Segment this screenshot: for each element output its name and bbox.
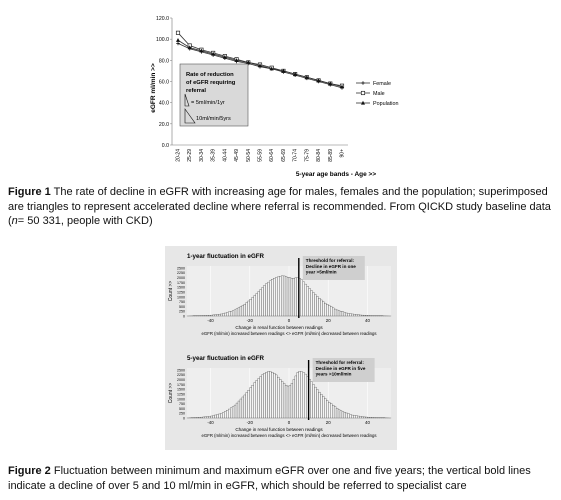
fig1-inset-line1: = 5ml/min/1yr (191, 100, 225, 106)
figure-1-caption-tail: = 50 331, people with CKD) (17, 215, 153, 227)
histogram-bar (340, 311, 342, 316)
fig1-ytick-label: 120.0 (156, 16, 169, 22)
histogram-bar (271, 279, 273, 316)
histogram-xtick-label: -20 (246, 318, 253, 323)
histogram-bar (254, 296, 256, 316)
histogram-bar (315, 295, 317, 316)
histogram-bar (324, 398, 326, 418)
histogram-bar (271, 372, 273, 418)
histogram-bar (277, 277, 279, 316)
histogram-annotation-line: years >10ml/min (315, 371, 352, 377)
histogram-xtick-label: 0 (287, 420, 291, 425)
histogram-bar (228, 312, 230, 316)
histogram-bar (252, 385, 254, 418)
histogram-bar (265, 372, 267, 418)
histogram-bar (236, 309, 238, 316)
fig1-legend-label: Female (373, 81, 391, 87)
histogram-bar (197, 417, 199, 418)
histogram-bar (228, 409, 230, 418)
histogram-bar (322, 396, 324, 418)
histogram-xlabel-line1: Change in renal function between readings (235, 325, 323, 330)
histogram-bar (199, 417, 201, 418)
histogram-ytick-label: 1000 (177, 397, 185, 402)
histogram-bar (291, 383, 293, 418)
histogram-bar (332, 405, 334, 418)
histogram-annotation-line: Threshold for referral: (315, 360, 364, 365)
fig1-ytick-label: 20.0 (158, 121, 169, 128)
histogram-bar (260, 377, 262, 418)
histogram-bar (240, 399, 242, 418)
histogram-xlabel-line1: Change in renal function between readings (235, 427, 323, 432)
fig1-inset-box (180, 64, 248, 126)
fig1-ytick-label: 40.0 (158, 100, 169, 107)
histogram-bar (267, 282, 269, 316)
histogram-bar (258, 292, 260, 316)
histogram-ylabel: Count >> (168, 382, 174, 404)
histogram-bar (328, 306, 330, 316)
histogram-bar (324, 303, 326, 316)
histogram-ytick-label: 1500 (177, 387, 185, 392)
histogram-ytick-label: 1250 (177, 290, 185, 295)
histogram-bar (320, 394, 322, 418)
histogram-ytick-label: 2250 (177, 271, 185, 276)
histogram-bar (352, 314, 354, 316)
histogram-bar (285, 277, 287, 316)
figure-2-caption-label: Figure 2 (8, 465, 51, 477)
histogram-xtick-label: -40 (207, 318, 214, 323)
histogram-bar (222, 413, 224, 418)
histogram-bar (336, 310, 338, 316)
fig1-xtick-label: 40-44 (222, 149, 229, 162)
histogram-annotation-line: year >5ml/min (305, 269, 337, 275)
histogram-bar (244, 395, 246, 418)
histogram-bar (342, 312, 344, 316)
histogram-bar (224, 411, 226, 418)
histogram-ylabel: Count >> (168, 280, 174, 302)
histogram-bar (318, 298, 320, 316)
fig1-xlabel: 5-year age bands - Age >> (295, 171, 377, 178)
histogram-ytick-label: 1250 (177, 392, 185, 397)
fig1-xtick-label: 90+ (339, 149, 346, 158)
histogram-ytick-label: 1750 (177, 382, 185, 387)
histogram-bar (326, 304, 328, 316)
histogram-xlabel-line2: eGFR (ml/min) increased between readings <> eGFR (ml/min) decreased between readings (201, 331, 377, 336)
figure-2-caption (8, 464, 553, 493)
figure-1-caption-text: The rate of decline in eGFR with increasing age for males, females and the population; superimposed are triangles to represent accelerated decline where referral is recommended. From QICKD study baseline data ( (8, 186, 551, 227)
histogram-bar (354, 415, 356, 418)
fig1-inset-title: Rate of reduction of eGFR requiring referral (186, 72, 236, 94)
histogram-bar (242, 305, 244, 316)
histogram-bar (352, 415, 354, 418)
histogram-bar (242, 397, 244, 418)
histogram-xtick-label: 20 (325, 318, 331, 323)
histogram-bar (214, 315, 216, 316)
histogram-bar (330, 307, 332, 316)
histogram-bar (358, 315, 360, 316)
fig1-ytick-label: 60.0 (158, 79, 169, 86)
fig1-xtick-label: 20-24 (175, 149, 182, 162)
histogram-bar (279, 276, 281, 316)
histogram-bar (295, 376, 297, 418)
histogram-ytick-label: 1000 (177, 295, 185, 300)
figure-1-caption-label: Figure 1 (8, 186, 51, 198)
histogram-annotation-line: Threshold for referral: (305, 258, 355, 263)
histogram-ytick-label: 750 (179, 300, 185, 305)
histogram-bar (246, 393, 248, 418)
histogram-xtick-label: 20 (325, 420, 331, 425)
histogram-bar (256, 294, 258, 316)
histogram-bar (230, 311, 232, 316)
fig1-ytick-label: 100.0 (156, 37, 169, 44)
histogram-bar (238, 401, 240, 418)
histogram-bar (234, 405, 236, 418)
histogram-bar (307, 286, 309, 316)
histogram-bar (360, 416, 362, 418)
histogram-bar (281, 381, 283, 418)
histogram-bar (211, 315, 213, 316)
histogram-bar (348, 414, 350, 418)
histogram-bar (289, 386, 291, 418)
histogram-bar (326, 401, 328, 418)
histogram-bar (216, 314, 218, 316)
fig1-xtick-label: 80-84 (316, 149, 323, 162)
fig1-xtick-label: 65-69 (280, 149, 287, 162)
histogram-bar (250, 299, 252, 316)
histogram-xlabel-line2: eGFR (ml/min) increased between readings <> eGFR (ml/min) decreased between readings (201, 433, 377, 438)
histogram-title: 5-year fluctuation in eGFR (187, 355, 265, 362)
histogram-bar (218, 314, 220, 316)
histogram-bar (367, 417, 369, 418)
fig1-xtick-label: 50-54 (245, 149, 252, 162)
histogram-bar (234, 310, 236, 316)
fig1-ylabel: eGFR ml/min >> (150, 63, 157, 113)
fig1-xtick-label: 55-59 (257, 149, 264, 162)
histogram-bar (322, 302, 324, 316)
histogram-bar (205, 315, 207, 316)
figure-2-caption-text: Fluctuation between minimum and maximum eGFR over one and five years; the vertical bold lines indicate a decline of over 5 and 10 ml/min in eGFR, which should be referred to specialist care (8, 465, 531, 492)
histogram-bar (346, 313, 348, 316)
histogram-bar (267, 371, 269, 418)
histogram-bar (283, 276, 285, 316)
histogram-bar (334, 309, 336, 316)
histogram-bar (264, 285, 266, 316)
histogram-bar (336, 408, 338, 418)
histogram-bar (299, 371, 301, 418)
histogram-bar (301, 280, 303, 316)
histogram-ytick-label: 1750 (177, 280, 185, 285)
histogram-xtick-label: 0 (287, 318, 291, 323)
histogram-bar (293, 380, 295, 418)
histogram-bar (334, 407, 336, 418)
histogram-ytick-label: 2500 (177, 266, 185, 271)
histogram-bar (220, 413, 222, 418)
fig1-ytick-label: 0.0 (161, 143, 169, 149)
histogram-ytick-label: 0 (183, 416, 185, 421)
histogram-annotation-line: Decline in eGFR in one (305, 263, 356, 269)
histogram-bar (250, 388, 252, 418)
histogram-bar (311, 291, 313, 316)
histogram-bar (256, 381, 258, 419)
histogram-xtick-label: -40 (207, 420, 214, 425)
histogram-bar (238, 308, 240, 316)
histogram-bar (264, 373, 266, 418)
histogram-bar (309, 288, 311, 316)
fig1-xtick-label: 75-79 (304, 149, 311, 162)
histogram-bar (285, 385, 287, 418)
histogram-xtick-label: 40 (365, 318, 370, 323)
histogram-bar (328, 402, 330, 418)
histogram-xtick-label: -20 (246, 420, 253, 425)
histogram-bar (283, 383, 285, 418)
histogram-bar (362, 315, 364, 316)
histogram-bar (287, 386, 289, 418)
histogram-ytick-label: 1500 (177, 285, 185, 290)
histogram-bar (330, 404, 332, 418)
histogram-bar (236, 403, 238, 418)
histogram-annotation-line: Decline in eGFR in five (315, 365, 366, 371)
histogram-bar (232, 407, 234, 418)
histogram-ytick-label: 2500 (177, 368, 185, 373)
histogram-bar (216, 414, 218, 418)
histogram-ytick-label: 500 (179, 304, 185, 309)
histogram-bar (246, 303, 248, 316)
histogram-bar (356, 315, 358, 316)
histogram-bar (248, 390, 250, 418)
fig1-xtick-label: 25-29 (187, 149, 194, 162)
fig1-xtick-label: 85-89 (327, 149, 334, 162)
figure-1-line-chart (148, 8, 408, 180)
histogram-bar (287, 277, 289, 316)
histogram-bar (305, 374, 307, 418)
histogram-bar (364, 417, 366, 418)
histogram-bar (277, 377, 279, 418)
fig1-legend-label: Population (373, 101, 399, 107)
histogram-bar (366, 417, 368, 418)
histogram-bar (346, 413, 348, 418)
fig1-xtick-label: 30-34 (198, 149, 205, 162)
histogram-bar (371, 417, 373, 418)
histogram-bar (211, 416, 213, 418)
histogram-bar (356, 416, 358, 418)
histogram-title: 1-year fluctuation in eGFR (187, 253, 265, 260)
histogram-bar (350, 415, 352, 418)
histogram-bar (218, 414, 220, 418)
histogram-bar (275, 278, 277, 316)
histogram-bar (232, 311, 234, 316)
histogram-bar (273, 278, 275, 316)
histogram-bar (338, 410, 340, 418)
histogram-bar (262, 375, 264, 418)
histogram-ytick-label: 2000 (177, 276, 185, 281)
histogram-bar (224, 313, 226, 316)
histogram-ytick-label: 2000 (177, 378, 185, 383)
histogram-bar (220, 314, 222, 316)
figure-1-caption-n: n (11, 215, 18, 227)
histogram-bar (262, 288, 264, 316)
histogram-bar (213, 416, 215, 419)
histogram-bar (203, 417, 205, 418)
fig1-xtick-label: 35-39 (210, 149, 217, 162)
fig1-xtick-label: 45-49 (234, 149, 241, 162)
histogram-bar (303, 372, 305, 418)
histogram-bar (226, 410, 228, 418)
histogram-ytick-label: 2250 (177, 373, 185, 378)
histogram-bar (252, 297, 254, 316)
histogram-bar (367, 315, 369, 316)
histogram-bar (366, 315, 368, 316)
fig1-ytick-label: 80.0 (158, 58, 169, 65)
histogram-bar (316, 296, 318, 316)
histogram-bar (320, 300, 322, 316)
histogram-bar (222, 314, 224, 316)
histogram-bar (226, 312, 228, 316)
histogram-bar (350, 314, 352, 316)
histogram-bar (265, 284, 267, 316)
histogram-bar (332, 308, 334, 316)
fig1-legend-marker (361, 91, 364, 94)
histogram-bar (318, 392, 320, 418)
histogram-bar (313, 293, 315, 316)
histogram-ytick-label: 500 (179, 406, 185, 411)
histogram-bar (344, 412, 346, 418)
histogram-bar (358, 416, 360, 418)
histogram-bar (269, 281, 271, 316)
histogram-bar (248, 301, 250, 316)
histogram-bar (201, 417, 203, 418)
histogram-bar (297, 373, 299, 418)
histogram-ytick-label: 250 (179, 411, 185, 416)
histogram-bar (354, 314, 356, 316)
histogram-bar (348, 313, 350, 316)
histogram-bar (273, 373, 275, 418)
histogram-bar (275, 375, 277, 418)
fig1-xtick-label: 70-74 (292, 149, 299, 162)
histogram-bar (254, 383, 256, 418)
histogram-xtick-label: 40 (365, 420, 370, 425)
fig1-xtick-label: 60-64 (269, 149, 276, 162)
histogram-bar (209, 416, 211, 418)
histogram-bar (279, 379, 281, 418)
histogram-bar (301, 372, 303, 418)
histogram-bar (205, 417, 207, 418)
histogram-bar (230, 408, 232, 418)
histogram-bar (362, 417, 364, 418)
figure-2-histograms (165, 246, 397, 450)
histogram-bar (293, 278, 295, 316)
histogram-bar (360, 315, 362, 316)
histogram-bar (340, 411, 342, 418)
fig1-legend-label: Male (373, 91, 385, 97)
histogram-bar (240, 306, 242, 316)
histogram-bar (311, 382, 313, 418)
histogram-ytick-label: 0 (183, 314, 185, 319)
histogram-bar (315, 387, 317, 418)
fig1-point-male (176, 31, 179, 34)
histogram-bar (258, 379, 260, 418)
histogram-bar (369, 417, 371, 418)
histogram-bar (291, 278, 293, 316)
histogram-bar (338, 311, 340, 316)
histogram-bar (364, 315, 366, 316)
figure-1-caption (8, 185, 553, 229)
histogram-bar (281, 276, 283, 316)
histogram-bar (207, 315, 209, 316)
histogram-bar (344, 312, 346, 316)
histogram-bar (342, 411, 344, 418)
histogram-bar (214, 415, 216, 418)
fig1-inset-line2: 10ml/min/5yrs (196, 116, 231, 122)
histogram-bar (305, 284, 307, 316)
histogram-bar (269, 371, 271, 418)
histogram-bar (316, 390, 318, 418)
histogram-bar (213, 315, 215, 316)
histogram-bar (295, 278, 297, 316)
histogram-bar (289, 278, 291, 316)
histogram-bar (303, 282, 305, 316)
histogram-bar (260, 290, 262, 316)
histogram-ytick-label: 250 (179, 309, 185, 314)
histogram-bar (313, 384, 315, 418)
histogram-ytick-label: 750 (179, 402, 185, 407)
histogram-bar (244, 304, 246, 316)
histogram-bar (209, 315, 211, 316)
histogram-bar (207, 417, 209, 418)
